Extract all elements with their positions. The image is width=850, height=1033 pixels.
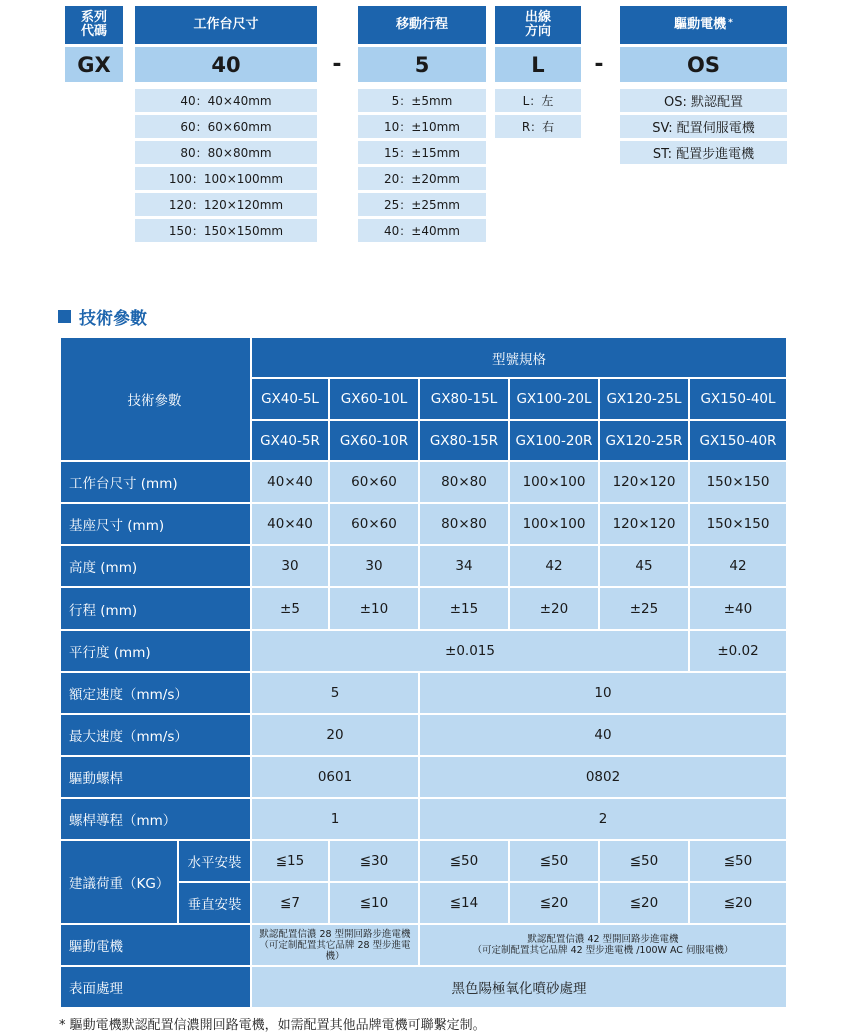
model-l-cell: GX150-40L — [689, 378, 787, 420]
direction-option: L：左 — [495, 89, 581, 112]
model-l-cell: GX80-15L — [419, 378, 509, 420]
travel-header: 移動行程 — [358, 6, 486, 44]
table-cell: ≦50 — [689, 840, 787, 882]
outlet-direction-header-line1: 出線 — [524, 10, 551, 25]
footnote: * 驅動電機默認配置信濃開回路電機，如需配置其他品牌電機可聯繫定制。 — [59, 1018, 486, 1033]
table-cell: 34 — [419, 545, 509, 587]
param-header: 技術參數 — [60, 337, 251, 461]
travel-option: 40：±40mm — [358, 219, 486, 242]
table-cell: 1 — [251, 798, 419, 840]
table-cell: ±0.015 — [251, 630, 689, 672]
row-label: 額定速度（mm/s） — [60, 672, 251, 714]
table-cell: ±40 — [689, 587, 787, 630]
model-header: 型號規格 — [251, 337, 787, 378]
motor-note-line: 默認配置信濃 28 型開回路步進電機 — [259, 928, 411, 940]
table-cell — [419, 924, 787, 966]
direction-option: R：右 — [495, 115, 581, 138]
drive-motor-header — [620, 6, 787, 44]
outlet-direction-header — [495, 6, 581, 44]
table-row-rated-speed — [60, 672, 787, 714]
tech-spec-table — [59, 336, 788, 1009]
table-row — [60, 337, 787, 378]
table-cell — [251, 924, 419, 966]
travel-option: 15：±15mm — [358, 141, 486, 164]
table-cell: 60×60 — [329, 503, 419, 545]
row-label: 驅動電機 — [60, 924, 251, 966]
table-row-load-horizontal — [60, 840, 787, 882]
row-label: 行程 (mm) — [60, 587, 251, 630]
model-r-cell: GX80-15R — [419, 420, 509, 461]
table-row-travel — [60, 587, 787, 630]
model-l-cell: GX100-20L — [509, 378, 599, 420]
travel-option: 20：±20mm — [358, 167, 486, 190]
table-cell: ≦15 — [251, 840, 329, 882]
row-label: 表面處理 — [60, 966, 251, 1008]
row-label: 建議荷重（KG） — [60, 840, 178, 924]
series-code-header-line2: 代碼 — [80, 24, 107, 39]
outlet-direction-value: L — [495, 47, 581, 82]
table-cell: 100×100 — [509, 503, 599, 545]
motor-note-line: （可定制配置其它品牌 28 型步進電機） — [259, 939, 411, 962]
table-size-option: 100：100×100mm — [135, 167, 317, 190]
table-cell: 42 — [689, 545, 787, 587]
series-code-value: GX — [65, 47, 123, 82]
table-cell: 30 — [251, 545, 329, 587]
table-cell: ±10 — [329, 587, 419, 630]
model-r-cell: GX120-25R — [599, 420, 689, 461]
table-row-base-size — [60, 503, 787, 545]
table-cell: ≦20 — [509, 882, 599, 924]
table-cell: ≦20 — [689, 882, 787, 924]
table-cell: ≦14 — [419, 882, 509, 924]
table-cell: 150×150 — [689, 503, 787, 545]
table-cell: ≦7 — [251, 882, 329, 924]
table-size-header: 工作台尺寸 — [135, 6, 317, 44]
table-cell: ±20 — [509, 587, 599, 630]
table-cell: 45 — [599, 545, 689, 587]
row-sublabel: 垂直安裝 — [178, 882, 251, 924]
table-cell: 60×60 — [329, 461, 419, 503]
outlet-direction-header-line2: 方向 — [524, 24, 551, 39]
table-cell: 40 — [419, 714, 787, 756]
model-r-cell: GX60-10R — [329, 420, 419, 461]
table-size-option: 80：80×80mm — [135, 141, 317, 164]
series-code-header — [65, 6, 123, 44]
model-l-cell: GX60-10L — [329, 378, 419, 420]
table-cell: 150×150 — [689, 461, 787, 503]
table-cell: 10 — [419, 672, 787, 714]
travel-option: 10：±10mm — [358, 115, 486, 138]
table-cell: ≦30 — [329, 840, 419, 882]
table-cell: 0601 — [251, 756, 419, 798]
table-cell: ±15 — [419, 587, 509, 630]
table-row-max-speed — [60, 714, 787, 756]
table-cell: 40×40 — [251, 461, 329, 503]
table-row-drive-screw — [60, 756, 787, 798]
table-cell: ≦20 — [599, 882, 689, 924]
table-row-surface — [60, 966, 787, 1008]
travel-option: 25：±25mm — [358, 193, 486, 216]
table-row-screw-lead — [60, 798, 787, 840]
section-square-icon — [58, 310, 71, 323]
table-cell: 120×120 — [599, 503, 689, 545]
table-cell: 黑色陽極氧化噴砂處理 — [251, 966, 787, 1008]
table-cell: 100×100 — [509, 461, 599, 503]
table-size-option: 120：120×120mm — [135, 193, 317, 216]
table-cell: 120×120 — [599, 461, 689, 503]
model-l-cell: GX120-25L — [599, 378, 689, 420]
table-cell: ≦50 — [599, 840, 689, 882]
table-cell: 42 — [509, 545, 599, 587]
motor-option: ST: 配置步進電機 — [620, 141, 787, 164]
table-cell: ≦50 — [419, 840, 509, 882]
row-label: 驅動螺桿 — [60, 756, 251, 798]
tech-section-title — [58, 304, 147, 329]
table-size-value: 40 — [135, 47, 317, 82]
table-cell: 2 — [419, 798, 787, 840]
table-cell: ±5 — [251, 587, 329, 630]
row-label: 最大速度（mm/s） — [60, 714, 251, 756]
travel-option: 5：±5mm — [358, 89, 486, 112]
row-label: 螺桿導程（mm） — [60, 798, 251, 840]
table-cell: 20 — [251, 714, 419, 756]
table-cell: 30 — [329, 545, 419, 587]
table-row-parallelism — [60, 630, 787, 672]
model-r-cell: GX40-5R — [251, 420, 329, 461]
table-size-option: 40：40×40mm — [135, 89, 317, 112]
motor-note-line: 默認配置信濃 42 型開回路步進電機 — [527, 934, 679, 945]
row-label: 工作台尺寸 (mm) — [60, 461, 251, 503]
table-cell: ±25 — [599, 587, 689, 630]
table-cell: 80×80 — [419, 503, 509, 545]
drive-motor-footnote-mark: * — [728, 18, 733, 28]
tech-section-title-text: 技術參數 — [79, 309, 147, 329]
table-cell: 80×80 — [419, 461, 509, 503]
table-row-drive-motor — [60, 924, 787, 966]
travel-value: 5 — [358, 47, 486, 82]
table-row-table-size — [60, 461, 787, 503]
table-cell: 5 — [251, 672, 419, 714]
code-separator-dash: - — [332, 52, 342, 77]
row-label: 高度 (mm) — [60, 545, 251, 587]
table-size-option: 60：60×60mm — [135, 115, 317, 138]
model-r-cell: GX150-40R — [689, 420, 787, 461]
motor-option: SV: 配置伺服電機 — [620, 115, 787, 138]
table-cell: ≦50 — [509, 840, 599, 882]
code-separator-dash: - — [594, 52, 604, 77]
series-code-header-line1: 系列 — [80, 10, 107, 25]
motor-note-line: （可定制配置其它品牌 42 型步進電機 /100W AC 伺服電機） — [472, 945, 734, 956]
table-cell: 40×40 — [251, 503, 329, 545]
model-r-cell: GX100-20R — [509, 420, 599, 461]
table-cell: 0802 — [419, 756, 787, 798]
model-l-cell: GX40-5L — [251, 378, 329, 420]
row-label: 平行度 (mm) — [60, 630, 251, 672]
row-label: 基座尺寸 (mm) — [60, 503, 251, 545]
drive-motor-header-label: 驅動電機 — [674, 17, 727, 32]
row-sublabel: 水平安裝 — [178, 840, 251, 882]
table-cell: ≦10 — [329, 882, 419, 924]
motor-option: OS: 默認配置 — [620, 89, 787, 112]
table-size-option: 150：150×150mm — [135, 219, 317, 242]
table-cell: ±0.02 — [689, 630, 787, 672]
drive-motor-value: OS — [620, 47, 787, 82]
table-row-height — [60, 545, 787, 587]
